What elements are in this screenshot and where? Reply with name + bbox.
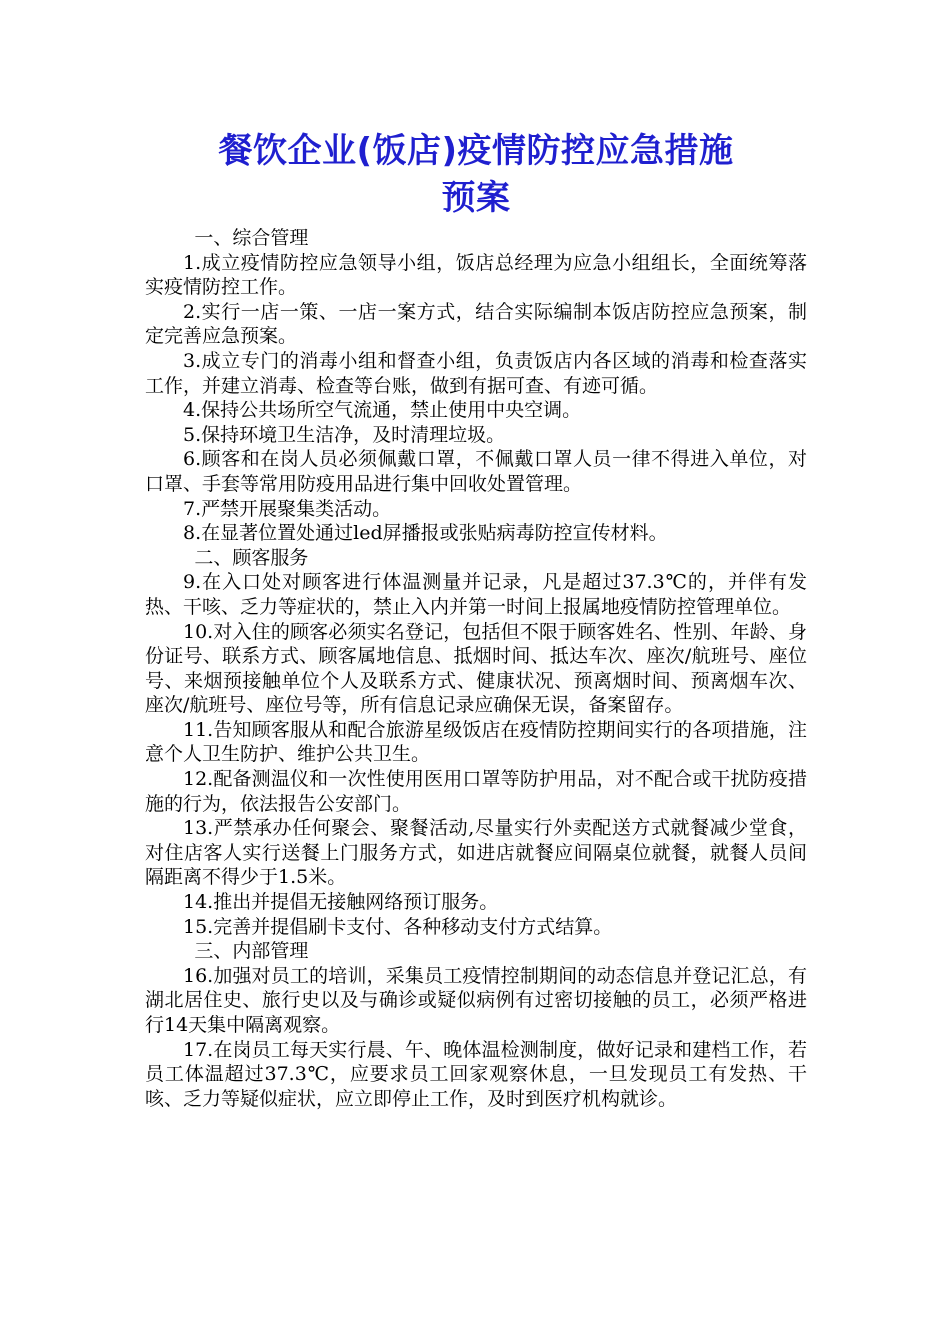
paragraph: 9.在入口处对顾客进行体温测量并记录，凡是超过37.3℃的，并伴有发热、干咳、乏力等症状的，禁止入内并第一时间上报属地疫情防控管理单位。 <box>145 571 807 618</box>
paragraph: 10.对入住的顾客必须实名登记，包括但不限于顾客姓名、性别、年龄、身份证号、联系方式、顾客属地信息、抵烟时间、抵达车次、座次/航班号、座位号、来烟预接触单位个人及联系方式、健康状况、预离烟时间、预离烟车次、座次/航班号、座位号等，所有信息记录应确保无误，备案留存。 <box>145 620 807 717</box>
paragraph: 11.告知顾客服从和配合旅游星级饭店在疫情防控期间实行的各项措施，注意个人卫生防护、维护公共卫生。 <box>145 718 807 766</box>
title-line-1: 餐饮企业(饭店)疫情防控应急措施 <box>218 131 734 171</box>
document-page <box>145 128 807 1111</box>
paragraph: 17.在岗员工每天实行晨、午、晚体温检测制度，做好记录和建档工作，若员工体温超过37.3℃，应要求员工回家观察休息，一旦发现员工有发热、干咳、乏力等疑似症状，应立即停止工作，及时到医疗机构就诊。 <box>145 1038 807 1110</box>
document-title <box>145 128 807 222</box>
title-line-2: 预案 <box>441 178 511 218</box>
paragraph: 16.加强对员工的培训，采集员工疫情控制期间的动态信息并登记汇总，有湖北居住史、旅行史以及与确诊或疑似病例有过密切接触的员工，必须严格进行14天集中隔离观察。 <box>145 964 807 1036</box>
section-heading: 一、综合管理 <box>194 227 309 249</box>
document-body <box>145 226 807 1111</box>
paragraph: 6.顾客和在岗人员必须佩戴口罩，不佩戴口罩人员一律不得进入单位，对口罩、手套等常用防疫用品进行集中回收处置管理。 <box>145 448 807 495</box>
paragraph: 13.严禁承办任何聚会、聚餐活动,尽量实行外卖配送方式就餐减少堂食，对住店客人实行送餐上门服务方式，如进店就餐应间隔桌位就餐，就餐人员间隔距离不得少于1.5米。 <box>145 817 807 889</box>
paragraph: 15.完善并提倡刷卡支付、各种移动支付方式结算。 <box>183 915 613 938</box>
paragraph: 5.保持环境卫生洁净，及时清理垃圾。 <box>183 423 506 446</box>
paragraph: 4.保持公共场所空气流通，禁止使用中央空调。 <box>183 399 582 422</box>
paragraph: 3.成立专门的消毒小组和督查小组，负责饭店内各区域的消毒和检查落实工作，并建立消毒、检查等台账，做到有据可查、有迹可循。 <box>145 349 807 397</box>
paragraph: 12.配备测温仪和一次性使用医用口罩等防护用品，对不配合或干扰防疫措施的行为，依法报告公安部门。 <box>145 768 807 815</box>
paragraph: 1.成立疫情防控应急领导小组，饭店总经理为应急小组组长，全面统筹落实疫情防控工作。 <box>145 251 807 299</box>
paragraph: 14.推出并提倡无接触网络预订服务。 <box>183 891 499 914</box>
paragraph: 8.在显著位置处通过led屏播报或张贴病毒防控宣传材料。 <box>183 522 668 545</box>
section-heading: 二、顾客服务 <box>194 546 309 569</box>
section-heading: 三、内部管理 <box>194 940 309 963</box>
paragraph: 7.严禁开展聚集类活动。 <box>183 497 392 520</box>
paragraph: 2.实行一店一策、一店一案方式，结合实际编制本饭店防控应急预案，制定完善应急预案。 <box>145 300 807 348</box>
